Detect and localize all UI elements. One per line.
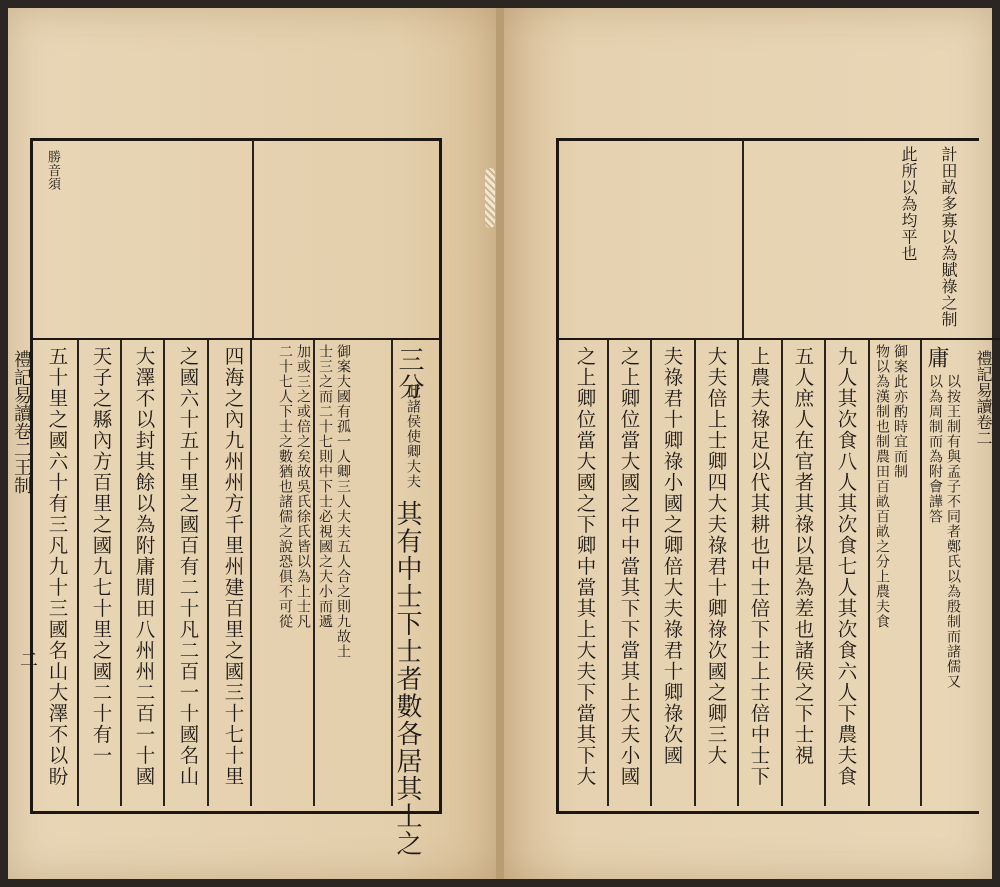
left-upper-register-line: [30, 338, 439, 340]
col-rule: [250, 340, 252, 806]
text-column: 之國六十五十里之國百有二十凡二百一十國名山: [176, 346, 200, 787]
text-column: 之上卿位當大國之中中當其下下當其上大夫小國: [617, 346, 641, 787]
text-column: 五十里之國六十有三凡九十三國名山大澤不以盼: [45, 346, 69, 787]
text-column-note: 二十七人下士之數猶也諸儒之說恐俱不可從: [277, 344, 293, 629]
text-column-note: 以按王制有與孟子不同者鄭氏以為殷制而諸儒又: [945, 374, 961, 689]
book-gutter: [496, 8, 504, 879]
text-column-note: 御案大國有孤一人卿三人大夫五人合之則九故土: [335, 344, 351, 659]
col-rule: [694, 340, 696, 806]
text-column: 三分: [394, 346, 424, 401]
right-upper-register-line: [556, 338, 1000, 340]
text-column-note: 物以為漢制也制農田百畝百畝之分上農夫食: [874, 344, 890, 629]
text-column: 大夫倍上士卿四大夫祿君十卿祿次國之卿三大: [704, 346, 728, 766]
text-column-note: 加或三之或倍之矣故吳氏徐氏皆以為上士凡: [295, 344, 311, 629]
col-rule: [824, 340, 826, 806]
text-column: 夫祿君十卿祿小國之卿倍大夫祿君十卿祿次國: [660, 346, 684, 766]
text-column: 五人庶人在官者其祿以是為差也諸侯之下士視: [791, 346, 815, 766]
col-rule: [607, 340, 609, 806]
text-column-note: 以為周制而為附會譁答: [927, 374, 943, 524]
left-fold-page-number: 二: [17, 650, 38, 668]
text-column: 四海之內九州州方千里州建百里之國三十七十里: [221, 346, 245, 787]
text-column: 其有中士下士者數各居其上之: [392, 500, 422, 858]
col-rule: [737, 340, 739, 806]
left-fold-heading: 禮記易讀卷二王制: [11, 350, 32, 494]
right-upper-divider: [742, 140, 744, 338]
col-rule: [77, 340, 79, 806]
left-upper-label: 勝音須: [45, 150, 60, 191]
right-upper-note: 計田畝多寡以為賦祿之制: [939, 146, 958, 328]
text-column-note: 士三之而二十七則中下士必視國之大小而遞: [317, 344, 333, 629]
binding-thread: [485, 168, 495, 228]
col-rule: [163, 340, 165, 806]
text-column: 天子之縣內方百里之國九七十里之國二十有一: [89, 346, 113, 766]
text-column: 庸: [924, 346, 949, 370]
text-column-note: 御案此亦酌時宜而制: [892, 344, 908, 479]
col-rule: [868, 340, 870, 806]
text-column: 上農夫祿足以代其耕也中士倍下士上士倍中士下: [747, 346, 771, 787]
col-rule: [650, 340, 652, 806]
col-rule: [781, 340, 783, 806]
text-column: 大澤不以封其餘以為附庸閒田八州州二百一十國: [132, 346, 156, 787]
col-rule: [313, 340, 315, 806]
text-column: 之上卿位當大國之下卿中當其上大夫下當其下大: [573, 346, 597, 787]
right-upper-note: 此所以為均平也: [899, 146, 918, 262]
text-column: 九人其次食八人其次食七人其次食六人下農夫食: [834, 346, 858, 787]
col-rule: [920, 340, 922, 806]
left-upper-divider: [252, 140, 254, 338]
col-rule: [120, 340, 122, 806]
col-rule: [207, 340, 209, 806]
right-fold-heading: 禮記易讀卷二: [974, 350, 993, 446]
text-column-note: 此諸侯使卿大夫: [405, 384, 421, 489]
